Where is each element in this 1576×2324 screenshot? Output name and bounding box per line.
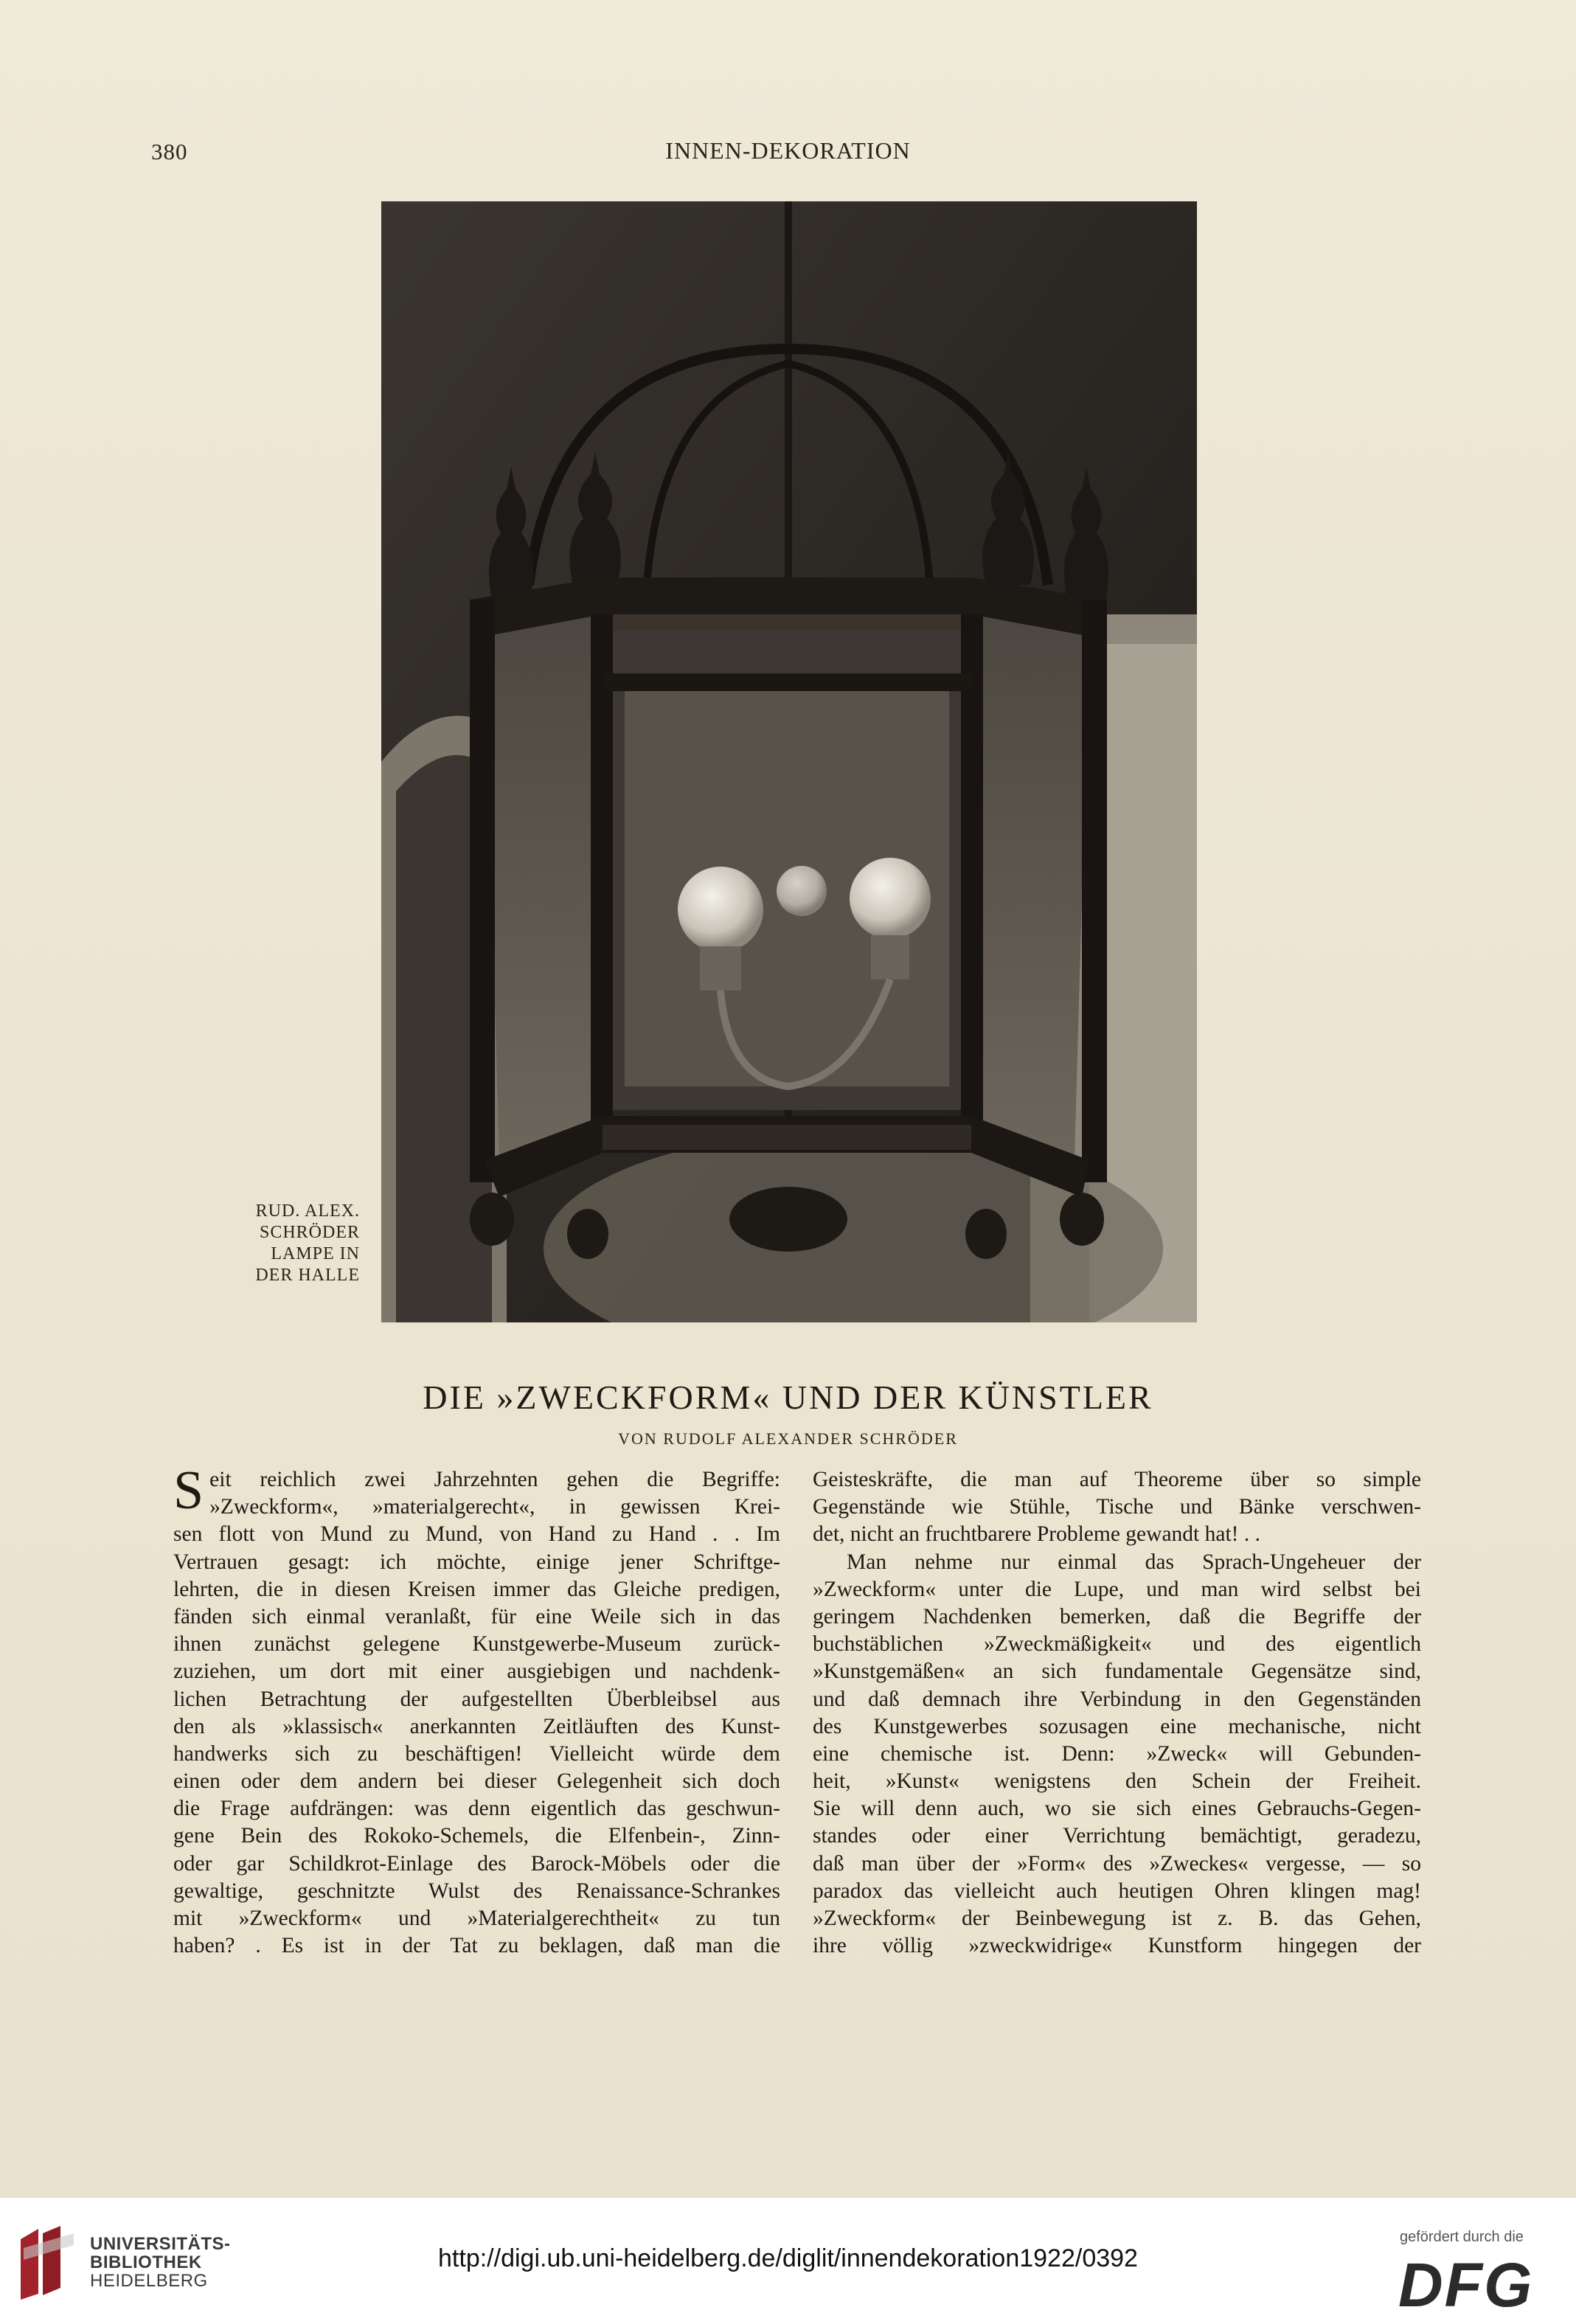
text-line: lehrten, die in diesen Kreisen immer das Gleiche predigen, [173, 1577, 780, 1601]
text-line: ihre völlig »zweckwidrige« Kunstform hingegen der [813, 1934, 1421, 1958]
text-line: buchstäblichen »Zweckmäßigkeit« und des eigentlich [813, 1632, 1421, 1657]
running-head: INNEN-DEKORATION [665, 137, 911, 164]
text-line: sen flott von Mund zu Mund, von Hand zu Hand . . Im [173, 1522, 780, 1547]
text-line: gene Bein des Rokoko-Schemels, die Elfenbein-, Zinn- [173, 1824, 780, 1848]
text-line: und daß demnach ihre Verbindung in den Gegenständen [813, 1687, 1421, 1711]
caption-line: LAMPE IN [271, 1244, 360, 1263]
page-number: 380 [151, 139, 188, 164]
text-line: daß man über der »Form« des »Zweckes« vergesse, — so [813, 1851, 1421, 1876]
text-line: des Kunstgewerbes sozusagen eine mechanische, nicht [813, 1714, 1421, 1738]
text-line: »Kunstgemäßen« an sich fundamentale Gegensätze sind, [813, 1659, 1421, 1684]
lantern-illustration [381, 201, 1197, 1322]
text-line: standes oder einer Verrichtung bemächtigt, geradezu, [813, 1824, 1421, 1848]
text-line: ihnen zunächst gelegene Kunstgewerbe-Museum zurück- [173, 1632, 780, 1657]
permalink[interactable]: http://digi.ub.uni-heidelberg.de/diglit/innendekoration1922/0392 [438, 2244, 1138, 2272]
text-line: mit »Zweckform« und »Materialgerechtheit« zu tun [173, 1907, 780, 1930]
caption-line: RUD. ALEX. [255, 1201, 360, 1221]
text-line: lichen Betrachtung der aufgestellten Überbleibsel aus [173, 1687, 780, 1711]
funding-note: gefördert durch die [1400, 2229, 1524, 2245]
text-line: einen oder dem andern bei dieser Gelegenheit sich doch [173, 1769, 780, 1794]
logo-line: BIBLIOTHEK [90, 2252, 202, 2272]
text-line: die Frage aufdrängen: was denn eigentlich das geschwun- [173, 1797, 780, 1821]
text-line: det, nicht an fruchtbarere Probleme gewandt hat! . . [813, 1522, 1260, 1547]
text-line: fänden sich einmal veranlaßt, für eine Weile sich in das [173, 1604, 780, 1628]
text-column-right [813, 1466, 1421, 1960]
text-line: »Zweckform« unter die Lupe, und man wird selbst bei [813, 1577, 1421, 1601]
text-line: Man nehme nur einmal das Sprach-Ungeheuer der [847, 1550, 1421, 1574]
text-line: Geisteskräfte, die man auf Theoreme über so simple [813, 1468, 1421, 1491]
caption-line: DER HALLE [255, 1266, 360, 1285]
article-title: DIE »ZWECKFORM« UND DER KÜNSTLER [423, 1378, 1153, 1416]
text-line: zuziehen, um dort mit einer ausgiebigen und nachdenk- [173, 1659, 780, 1684]
figure-caption [221, 1201, 360, 1286]
text-line: eit reichlich zwei Jahrzehnten gehen die Begriffe: [209, 1468, 780, 1491]
text-line: »Zweckform«, »materialgerecht«, in gewissen Krei- [209, 1495, 780, 1519]
text-line: den als »klassisch« anerkannten Zeitläuften des Kunst- [173, 1714, 780, 1738]
text-line: geringem Nachdenken bemerken, daß die Begriffe der [813, 1604, 1421, 1628]
text-line: Sie will denn auch, wo sie sich eines Gebrauchs-Gegen- [813, 1797, 1421, 1821]
article-byline: VON RUDOLF ALEXANDER SCHRÖDER [618, 1429, 958, 1448]
drop-initial: S [173, 1460, 204, 1521]
text-line: handwerks sich zu beschäftigen! Vielleicht würde dem [173, 1741, 780, 1766]
text-line: gewaltige, geschnitzte Wulst des Renaissance-Schrankes [173, 1879, 780, 1903]
text-line: eine chemische ist. Denn: »Zweck« will Gebunden- [813, 1741, 1421, 1766]
logo-line: HEIDELBERG [90, 2271, 208, 2291]
text-line: paradox das vielleicht auch heutigen Ohren klingen mag! [813, 1879, 1421, 1903]
text-line: Gegenstände wie Stühle, Tische und Bänke verschwen- [813, 1495, 1421, 1519]
text-line: »Zweckform« der Beinbewegung ist z. B. das Gehen, [813, 1907, 1421, 1930]
text-line: haben? . Es ist in der Tat zu beklagen, daß man die [173, 1934, 780, 1958]
text-line: oder gar Schildkrot-Einlage des Barock-Möbels oder die [173, 1851, 780, 1876]
text-line: heit, »Kunst« wenigstens den Schein der Freiheit. [813, 1769, 1421, 1794]
text-column-left [173, 1460, 780, 1960]
text-line: Vertrauen gesagt: ich möchte, einige jener Schriftge- [173, 1550, 780, 1574]
logo-line: UNIVERSITÄTS- [90, 2234, 231, 2254]
caption-line: SCHRÖDER [259, 1223, 360, 1242]
lamp-photograph [381, 201, 1197, 1322]
dfg-logo: DFG [1398, 2250, 1534, 2320]
